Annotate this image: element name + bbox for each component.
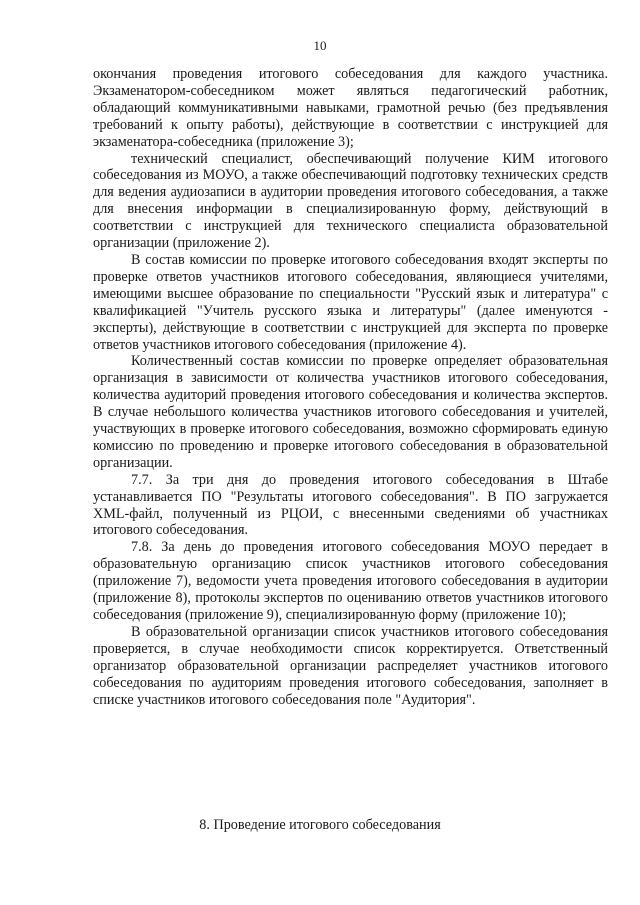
paragraph-list-check: В образовательной организации список участников итогового собеседования проверяется, в случае необходимости список корректируется. Ответственный организатор образовательной организации распределяет участников итогового собеседования по аудиториям проведения итогового собеседования, заполняет в списке участников итогового собеседования поле "Аудитория".	[93, 623, 608, 708]
paragraph-commission-size: Количественный состав комиссии по проверке определяет образовательная организация в зависимости от количества участников итогового собеседования, количества аудиторий проведения итогового собеседования и количества экспертов. В случае небольшого количества участников итогового собеседования и учителей, участвующих в проверке итогового собеседования, возможно сформировать единую комиссию по проведению и проверке итогового собеседования в образовательной организации.	[93, 353, 608, 471]
document-body	[93, 66, 608, 708]
paragraph-7-8: 7.8. За день до проведения итогового собеседования МОУО передает в образовательную организацию список участников итогового собеседования (приложение 7), ведомости учета проведения итогового собеседования в аудитории (приложение 8), протоколы экспертов по оцениванию ответов участников итогового собеседования (приложение 9), специализированную форму (приложение 10);	[93, 539, 608, 623]
paragraph-review-commission: В состав комиссии по проверке итогового собеседования входят эксперты по проверке ответов участников итогового собеседования, являющиеся учителями, имеющими высшее образование по специальности "Русский язык и литература" с квалификацией "Учитель русского языка и литературы" (далее именуются - эксперты), действующие в соответствии с инструкцией для эксперта по проверке ответов участников итогового собеседования (приложение 4).	[93, 251, 608, 353]
paragraph-7-7: 7.7. За три дня до проведения итогового собеседования в Штабе устанавливается ПО "Результаты итогового собеседования". В ПО загружается XML-файл, полученный из РЦОИ, с внесенными сведениями об участниках итогового собеседования.	[93, 471, 608, 539]
page-number: 10	[313, 38, 327, 53]
section-heading: 8. Проведение итогового собеседования	[199, 817, 441, 833]
paragraph-technical-specialist: технический специалист, обеспечивающий получение КИМ итогового собеседования из МОУО, а также обеспечивающий подготовку технических средств для ведения аудиозаписи в аудитории проведения итогового собеседования, а также для внесения информации в специализированную форму, действующий в соответствии с инструкцией для технического специалиста образовательной организации (приложение 2).	[93, 150, 608, 252]
paragraph-continuation: окончания проведения итогового собеседования для каждого участника. Экзаменатором-собеседником может являться педагогический работник, обладающий коммуникативными навыками, грамотной речью (без предъявления требований к опыту работы), действующие в соответствии с инструкцией для экзаменатора-собеседника (приложение 3);	[93, 66, 608, 150]
